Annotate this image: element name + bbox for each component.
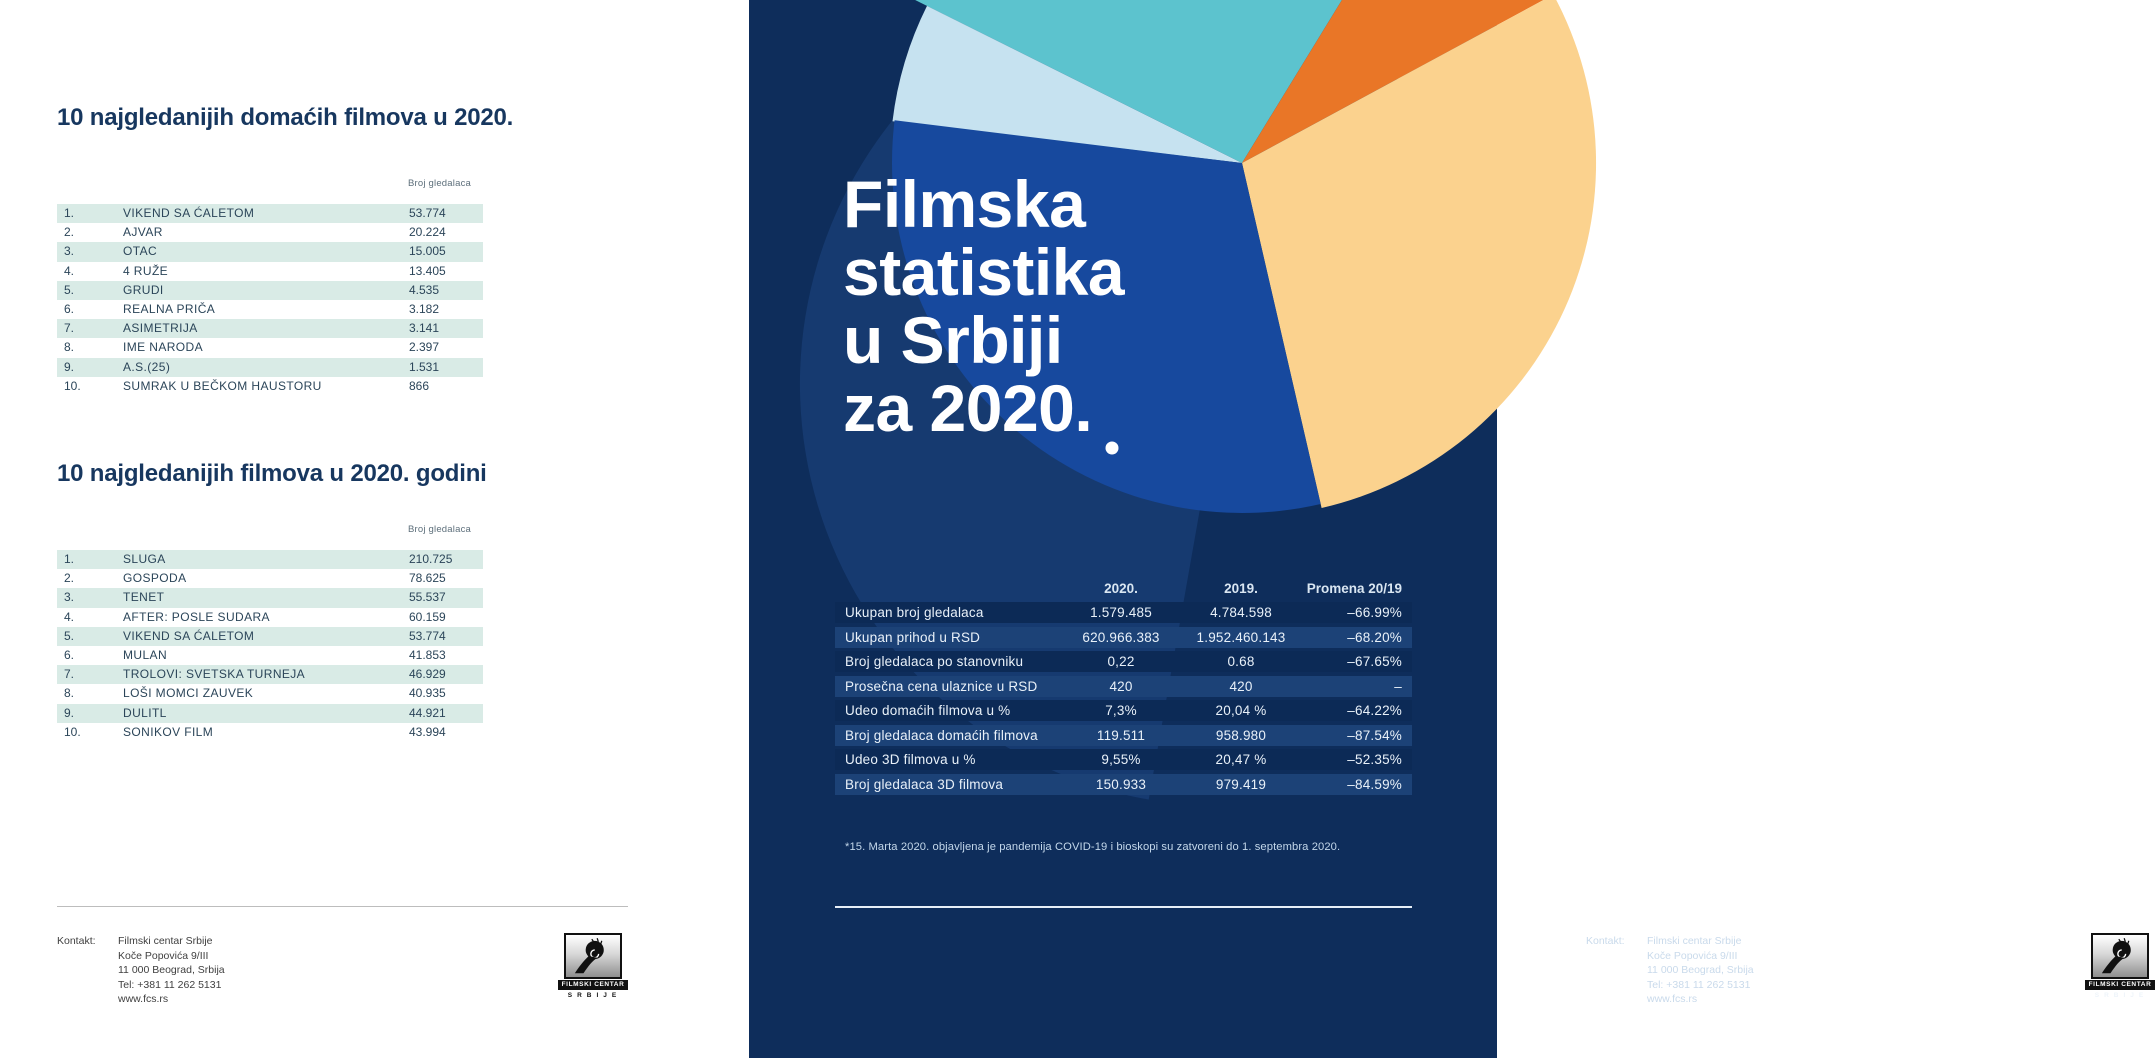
statistics-row bbox=[835, 676, 1412, 697]
covid-footnote: *15. Marta 2020. objavljena je pandemija COVID-19 i bioskopi su zatvoreni do 1. septembra 2020. bbox=[845, 841, 1341, 853]
viewers-cell: 13.405 bbox=[409, 263, 446, 278]
rank-cell: 4. bbox=[64, 609, 75, 624]
contact-line: Tel: +381 11 262 5131 bbox=[118, 978, 222, 991]
stat-2020-cell: 1.579.485 bbox=[1090, 605, 1152, 620]
viewers-cell: 40.935 bbox=[409, 686, 446, 701]
logo-band-text: FILMSKI CENTAR bbox=[2085, 980, 2155, 990]
rank-cell: 5. bbox=[64, 628, 75, 643]
stat-2020-cell: 150.933 bbox=[1095, 776, 1147, 792]
contact-line: Koče Popovića 9/III bbox=[118, 949, 209, 962]
viewers-cell: 46.929 bbox=[409, 667, 446, 682]
contact-block-left bbox=[57, 934, 457, 1014]
rank-cell: 8. bbox=[64, 686, 75, 701]
divider-left bbox=[57, 906, 628, 907]
logo-srbije-text: SRBIJE bbox=[567, 991, 622, 999]
stat-change-cell: –52.35% bbox=[1347, 752, 1402, 767]
stat-change-cell: –67.65% bbox=[1347, 654, 1402, 669]
stat-2019-cell: 20,47 % bbox=[1215, 752, 1267, 767]
film-title-cell: A.S.(25) bbox=[123, 359, 171, 374]
decorative-pie-chart bbox=[749, 0, 1497, 1058]
film-snail-icon bbox=[2095, 937, 2145, 975]
table-row bbox=[57, 338, 483, 357]
viewers-cell: 43.994 bbox=[409, 724, 446, 739]
viewers-cell: 41.853 bbox=[409, 647, 446, 662]
stat-label-cell: Ukupan prihod u RSD bbox=[845, 629, 981, 645]
col-header-2019: 2019. bbox=[1224, 580, 1258, 596]
rank-cell: 6. bbox=[64, 647, 75, 662]
title-line-3: u Srbiji bbox=[843, 303, 1063, 377]
contact-line: www.fcs.rs bbox=[118, 993, 169, 1006]
contact-line: Filmski centar Srbije bbox=[1647, 935, 1742, 947]
decor-dot bbox=[1106, 442, 1119, 455]
table-row bbox=[57, 377, 483, 396]
rank-cell: 3. bbox=[64, 244, 75, 259]
table-row bbox=[57, 204, 483, 223]
rank-cell: 1. bbox=[64, 206, 75, 220]
stat-label-cell: Broj gledalaca po stanovniku bbox=[845, 654, 1024, 669]
contact-lines bbox=[118, 934, 225, 1007]
table-row bbox=[57, 723, 483, 742]
stat-change-cell: –87.54% bbox=[1347, 727, 1402, 743]
film-title-cell: VIKEND SA ĆALETOM bbox=[123, 206, 255, 220]
col-header-change: Promena 20/19 bbox=[1306, 580, 1402, 596]
rank-cell: 9. bbox=[64, 705, 75, 720]
film-title-cell: DULITL bbox=[123, 705, 167, 720]
statistics-row bbox=[835, 651, 1412, 672]
statistics-table-header bbox=[835, 578, 1412, 598]
stat-2019-cell: 20,04 % bbox=[1215, 703, 1267, 718]
film-title-cell: AJVAR bbox=[123, 225, 163, 240]
statistics-row bbox=[835, 700, 1412, 721]
table-row bbox=[57, 588, 483, 607]
contact-lines bbox=[1647, 934, 1754, 1007]
statistics-row bbox=[835, 627, 1412, 648]
table-row bbox=[57, 300, 483, 319]
stat-2019-cell: 958.980 bbox=[1215, 727, 1267, 743]
section1-title: 10 najgledanijih domaćih filmova u 2020. bbox=[57, 104, 514, 131]
viewers-cell: 2.397 bbox=[409, 340, 440, 355]
film-snail-icon bbox=[568, 937, 618, 975]
section2-column-header: Broj gledalaca bbox=[408, 524, 472, 535]
film-title-cell: GOSPODA bbox=[123, 571, 187, 586]
film-title-cell: MULAN bbox=[123, 647, 168, 662]
viewers-cell: 44.921 bbox=[409, 705, 446, 720]
stat-2020-cell: 119.511 bbox=[1096, 727, 1146, 743]
table-row bbox=[57, 646, 483, 665]
contact-line: Tel: +381 11 262 5131 bbox=[1647, 978, 1751, 991]
film-title-cell: VIKEND SA ĆALETOM bbox=[123, 628, 255, 643]
rank-cell: 3. bbox=[64, 590, 75, 605]
table-row bbox=[57, 281, 483, 300]
page-title bbox=[843, 167, 1125, 445]
title-line-2: statistika bbox=[843, 235, 1125, 309]
film-title-cell: TENET bbox=[123, 590, 165, 605]
stat-2020-cell: 420 bbox=[1109, 678, 1133, 694]
logo-srbije-text: SRBIJE bbox=[2094, 991, 2149, 999]
table-row bbox=[57, 262, 483, 281]
kontakt-label: Kontakt: bbox=[1586, 935, 1625, 947]
rank-cell: 4. bbox=[64, 263, 75, 278]
rank-cell: 2. bbox=[64, 225, 75, 240]
top10-all-films-table bbox=[57, 550, 483, 742]
film-title-cell: TROLOVI: SVETSKA TURNEJA bbox=[123, 667, 306, 682]
viewers-cell: 210.725 bbox=[409, 552, 453, 566]
statistics-row bbox=[835, 725, 1412, 746]
table-row bbox=[57, 608, 483, 627]
contact-line: www.fcs.rs bbox=[1647, 993, 1698, 1006]
film-title-cell: SLUGA bbox=[123, 552, 166, 566]
stat-change-cell: –84.59% bbox=[1347, 776, 1402, 792]
logo-box bbox=[2091, 933, 2149, 979]
rank-cell: 2. bbox=[64, 571, 75, 586]
viewers-cell: 4.535 bbox=[409, 282, 440, 297]
stat-2019-cell: 4.784.598 bbox=[1210, 605, 1272, 620]
rank-cell: 9. bbox=[64, 359, 75, 374]
viewers-cell: 53.774 bbox=[409, 206, 446, 220]
logo-box bbox=[564, 933, 622, 979]
film-title-cell: SONIKOV FILM bbox=[123, 724, 214, 739]
table-row bbox=[57, 665, 483, 684]
divider-right bbox=[835, 906, 1412, 908]
contact-line: 11 000 Beograd, Srbija bbox=[1647, 964, 1754, 977]
stat-2019-cell: 0.68 bbox=[1227, 654, 1255, 669]
stat-label-cell: Ukupan broj gledalaca bbox=[845, 605, 984, 620]
fcs-logo-right bbox=[2085, 933, 2155, 999]
table-row bbox=[57, 358, 483, 377]
contact-line: Filmski centar Srbije bbox=[118, 935, 213, 947]
contact-line: 11 000 Beograd, Srbija bbox=[118, 964, 225, 977]
stat-label-cell: Udeo 3D filmova u % bbox=[845, 752, 976, 767]
right-page bbox=[749, 0, 2152, 1058]
film-title-cell: GRUDI bbox=[123, 282, 164, 297]
viewers-cell: 60.159 bbox=[409, 609, 446, 624]
table-row bbox=[57, 319, 483, 338]
stat-label-cell: Prosečna cena ulaznice u RSD bbox=[845, 678, 1038, 694]
stat-change-cell: –66.99% bbox=[1347, 605, 1402, 620]
statistics-table bbox=[835, 578, 1412, 798]
viewers-cell: 53.774 bbox=[409, 628, 446, 643]
kontakt-label: Kontakt: bbox=[57, 935, 96, 947]
stat-2020-cell: 620.966.383 bbox=[1082, 629, 1160, 645]
film-title-cell: SUMRAK U BEČKOM HAUSTORU bbox=[123, 378, 322, 393]
viewers-cell: 55.537 bbox=[409, 590, 446, 605]
rank-cell: 7. bbox=[64, 321, 75, 336]
statistics-row bbox=[835, 774, 1412, 795]
fcs-logo-left bbox=[558, 933, 628, 999]
viewers-cell: 866 bbox=[409, 378, 430, 393]
rank-cell: 7. bbox=[64, 667, 75, 682]
film-title-cell: ASIMETRIJA bbox=[123, 321, 198, 336]
title-line-4: za 2020. bbox=[843, 371, 1093, 445]
stat-label-cell: Udeo domaćih filmova u % bbox=[845, 703, 1011, 718]
film-title-cell: 4 RUŽE bbox=[123, 263, 169, 278]
rank-cell: 1. bbox=[64, 552, 75, 566]
viewers-cell: 3.141 bbox=[409, 321, 440, 336]
top10-domestic-films-table bbox=[57, 204, 483, 396]
contact-line: Koče Popovića 9/III bbox=[1647, 949, 1738, 962]
rank-cell: 10. bbox=[64, 378, 81, 393]
viewers-cell: 3.182 bbox=[409, 301, 440, 316]
left-page bbox=[0, 0, 749, 1058]
table-row bbox=[57, 550, 483, 569]
table-row bbox=[57, 627, 483, 646]
film-title-cell: LOŠI MOMCI ZAUVEK bbox=[123, 686, 254, 701]
stat-2019-cell: 979.419 bbox=[1215, 776, 1267, 792]
stat-label-cell: Broj gledalaca 3D filmova bbox=[845, 776, 1004, 792]
table-row bbox=[57, 684, 483, 703]
logo-band-text: FILMSKI CENTAR bbox=[558, 980, 628, 990]
col-header-2020: 2020. bbox=[1104, 580, 1138, 596]
film-title-cell: IME NARODA bbox=[123, 340, 204, 355]
rank-cell: 5. bbox=[64, 282, 75, 297]
film-title-cell: OTAC bbox=[123, 244, 158, 259]
film-title-cell: AFTER: POSLE SUDARA bbox=[123, 609, 270, 624]
stat-2020-cell: 7,3% bbox=[1105, 703, 1137, 718]
contact-block-right bbox=[1586, 934, 1986, 1014]
rank-cell: 8. bbox=[64, 340, 75, 355]
title-line-1: Filmska bbox=[843, 167, 1086, 241]
table-row bbox=[57, 569, 483, 588]
viewers-cell: 20.224 bbox=[409, 225, 446, 240]
film-title-cell: REALNA PRIČA bbox=[123, 301, 216, 316]
stat-2019-cell: 420 bbox=[1229, 678, 1253, 694]
stat-2019-cell: 1.952.460.143 bbox=[1196, 629, 1286, 645]
section1-column-header: Broj gledalaca bbox=[408, 178, 472, 189]
statistics-rows bbox=[835, 602, 1412, 795]
stat-change-cell: –64.22% bbox=[1347, 703, 1402, 718]
viewers-cell: 78.625 bbox=[409, 571, 446, 586]
stat-label-cell: Broj gledalaca domaćih filmova bbox=[845, 727, 1038, 743]
stat-2020-cell: 9,55% bbox=[1101, 752, 1141, 767]
statistics-row bbox=[835, 602, 1412, 623]
table-row bbox=[57, 223, 483, 242]
section2-title: 10 najgledanijih filmova u 2020. godini bbox=[57, 460, 487, 487]
stat-change-cell: – bbox=[1394, 678, 1402, 694]
table-row bbox=[57, 704, 483, 723]
viewers-cell: 1.531 bbox=[409, 359, 440, 374]
statistics-row bbox=[835, 749, 1412, 770]
rank-cell: 6. bbox=[64, 301, 75, 316]
rank-cell: 10. bbox=[64, 724, 81, 739]
table-row bbox=[57, 242, 483, 261]
viewers-cell: 15.005 bbox=[409, 244, 446, 259]
stat-2020-cell: 0,22 bbox=[1107, 654, 1135, 669]
stat-change-cell: –68.20% bbox=[1347, 629, 1402, 645]
